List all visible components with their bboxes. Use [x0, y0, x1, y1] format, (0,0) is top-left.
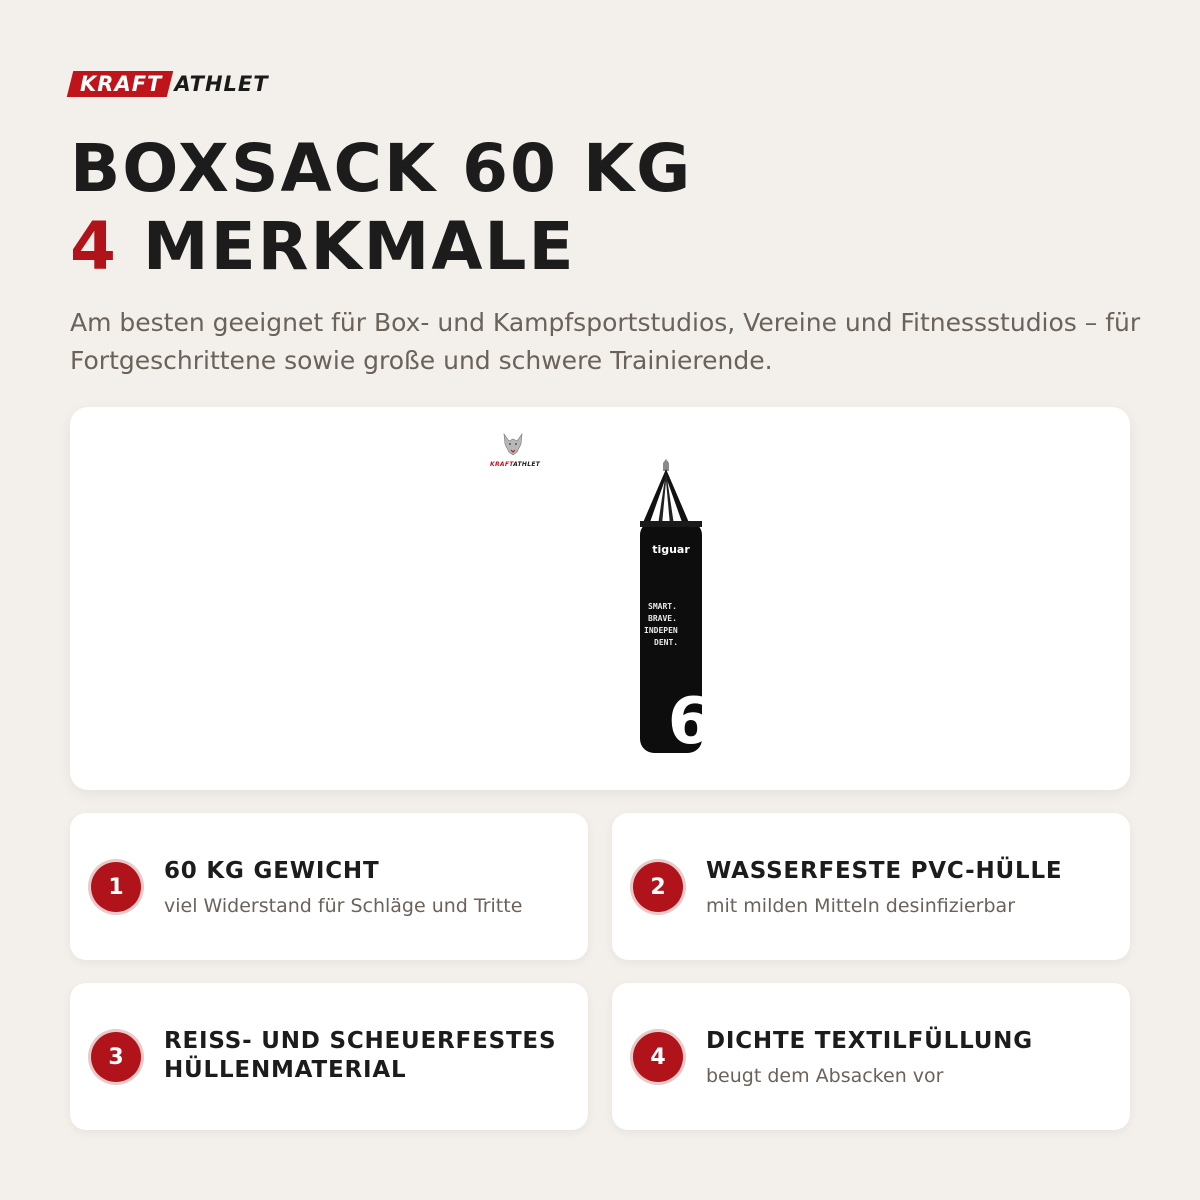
svg-text:SMART.: SMART.	[648, 602, 677, 611]
svg-text:DENT.: DENT.	[654, 638, 679, 647]
feature-title: DICHTE TEXTILFÜLLUNG	[706, 1028, 1033, 1054]
feature-card-4	[612, 983, 1130, 1130]
title-line-1: BOXSACK 60 KG	[70, 130, 693, 207]
title-accent-number: 4	[70, 208, 118, 285]
title-line-2	[70, 208, 692, 286]
bag-brand-text: tiguar	[652, 543, 690, 556]
page-title	[70, 130, 692, 286]
punching-bag-image	[630, 459, 720, 759]
feature-number-badge: 4	[633, 1032, 683, 1082]
feature-card-1	[70, 813, 588, 960]
feature-title: REISS- UND SCHEUERFESTES HÜLLENMATERIAL	[164, 1028, 557, 1083]
mini-brand-text: KRAFTATHLET	[490, 461, 541, 468]
product-image-card	[70, 407, 1130, 790]
feature-number-badge: 3	[91, 1032, 141, 1082]
feature-subtitle: viel Widerstand für Schläge und Tritte	[164, 895, 523, 917]
brand-logo-kraft: KRAFT	[67, 71, 174, 97]
feature-card-2	[612, 813, 1130, 960]
bag-number: 6	[667, 685, 713, 759]
mini-brand-logo	[490, 431, 541, 468]
brand-logo-athlet: ATHLET	[174, 72, 269, 96]
svg-text:INDEPEN: INDEPEN	[644, 626, 678, 635]
title-line-2-text: MERKMALE	[117, 208, 576, 285]
feature-title: WASSERFESTE PVC-HÜLLE	[706, 858, 1063, 884]
wolf-icon	[500, 431, 526, 457]
feature-subtitle: mit milden Mitteln desinfizierbar	[706, 895, 1016, 917]
feature-title: 60 KG GEWICHT	[164, 858, 380, 884]
feature-number-badge: 2	[633, 862, 683, 912]
brand-logo	[70, 70, 269, 98]
feature-card-3	[70, 983, 588, 1130]
intro-text: Am besten geeignet für Box- und Kampfsportstudios, Vereine und Fitnessstudios – für Fortgeschrittene sowie große und schwere Trainierende.	[70, 308, 1141, 375]
feature-number-badge: 1	[91, 862, 141, 912]
svg-text:BRAVE.: BRAVE.	[648, 614, 677, 623]
feature-subtitle: beugt dem Absacken vor	[706, 1065, 944, 1087]
